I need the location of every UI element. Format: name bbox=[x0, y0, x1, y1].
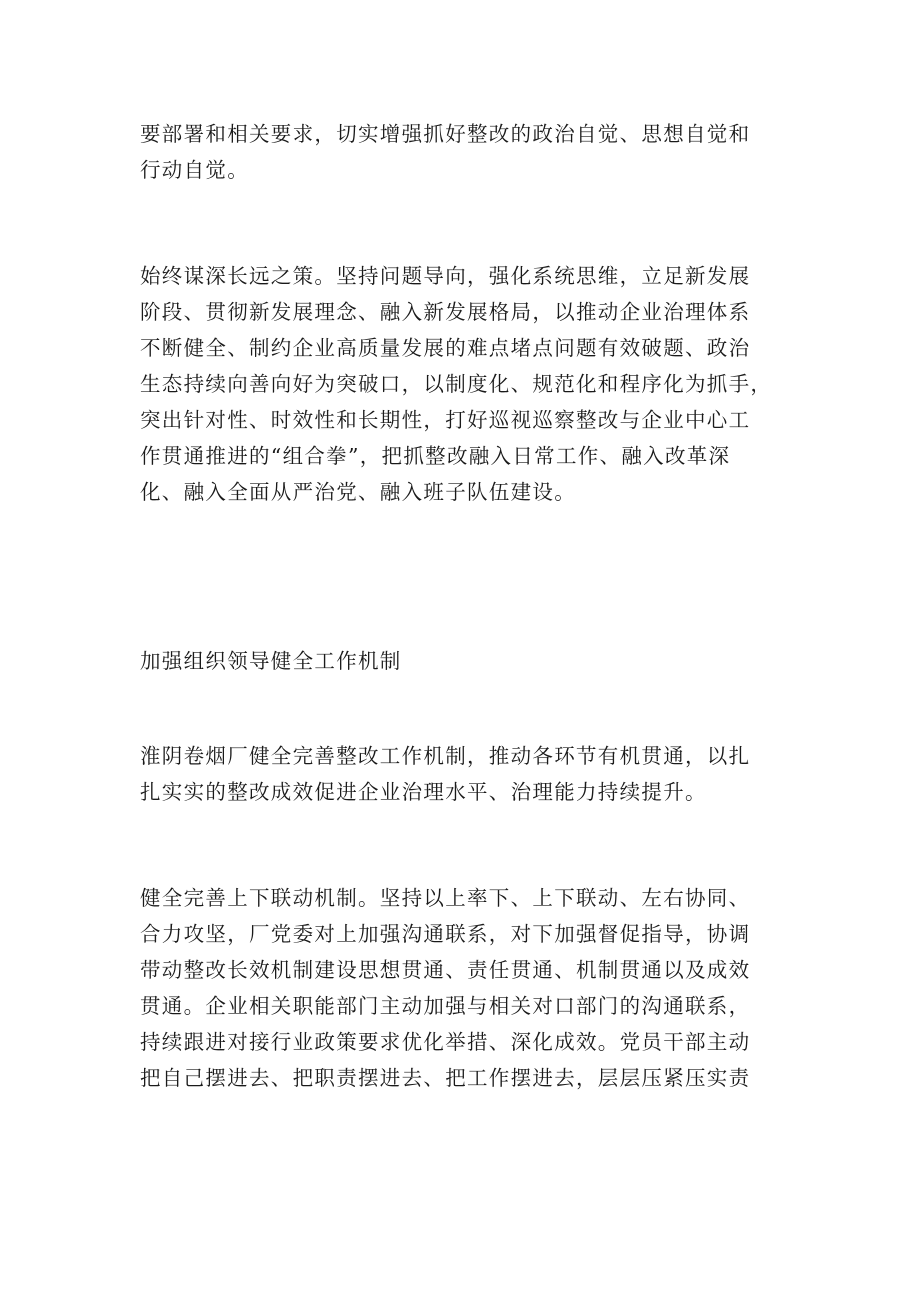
paragraph-2 bbox=[140, 258, 800, 510]
text-line: 作贯通推进的“组合拳”，把抓整改融入日常工作、融入改革深 bbox=[140, 444, 731, 468]
heading-line: 加强组织领导健全工作机制 bbox=[140, 649, 402, 673]
text-line: 生态持续向善向好为突破口，以制度化、规范化和程序化为抓手， bbox=[140, 372, 773, 396]
text-line: 阶段、贯彻新发展理念、融入新发展格局，以推动企业治理体系 bbox=[140, 300, 751, 324]
text-line: 化、融入全面从严治党、融入班子队伍建设。 bbox=[140, 480, 576, 504]
paragraph-1 bbox=[140, 116, 800, 188]
text-line: 带动整改长效机制建设思想贯通、责任贯通、机制贯通以及成效 bbox=[140, 958, 751, 982]
text-line: 合力攻坚，厂党委对上加强沟通联系，对下加强督促指导，协调 bbox=[140, 922, 751, 946]
text-line: 行动自觉。 bbox=[140, 158, 249, 182]
text-line: 不断健全、制约企业高质量发展的难点堵点问题有效破题、政治 bbox=[140, 336, 751, 360]
text-line: 淮阴卷烟厂健全完善整改工作机制，推动各环节有机贯通，以扎 bbox=[140, 744, 751, 768]
section-heading bbox=[140, 643, 800, 679]
text-line: 要部署和相关要求，切实增强抓好整改的政治自觉、思想自觉和 bbox=[140, 122, 751, 146]
text-line: 始终谋深长远之策。坚持问题导向，强化系统思维，立足新发展 bbox=[140, 264, 751, 288]
text-line: 扎实实的整改成效促进企业治理水平、治理能力持续提升。 bbox=[140, 780, 707, 804]
text-line: 突出针对性、时效性和长期性，打好巡视巡察整改与企业中心工 bbox=[140, 408, 751, 432]
paragraph-3 bbox=[140, 738, 800, 810]
text-line: 把自己摆进去、把职责摆进去、把工作摆进去，层层压紧压实责 bbox=[140, 1066, 751, 1090]
text-line: 持续跟进对接行业政策要求优化举措、深化成效。党员干部主动 bbox=[140, 1030, 751, 1054]
paragraph-4 bbox=[140, 880, 800, 1096]
text-line: 贯通。企业相关职能部门主动加强与相关对口部门的沟通联系， bbox=[140, 994, 751, 1018]
text-line: 健全完善上下联动机制。坚持以上率下、上下联动、左右协同、 bbox=[140, 886, 751, 910]
